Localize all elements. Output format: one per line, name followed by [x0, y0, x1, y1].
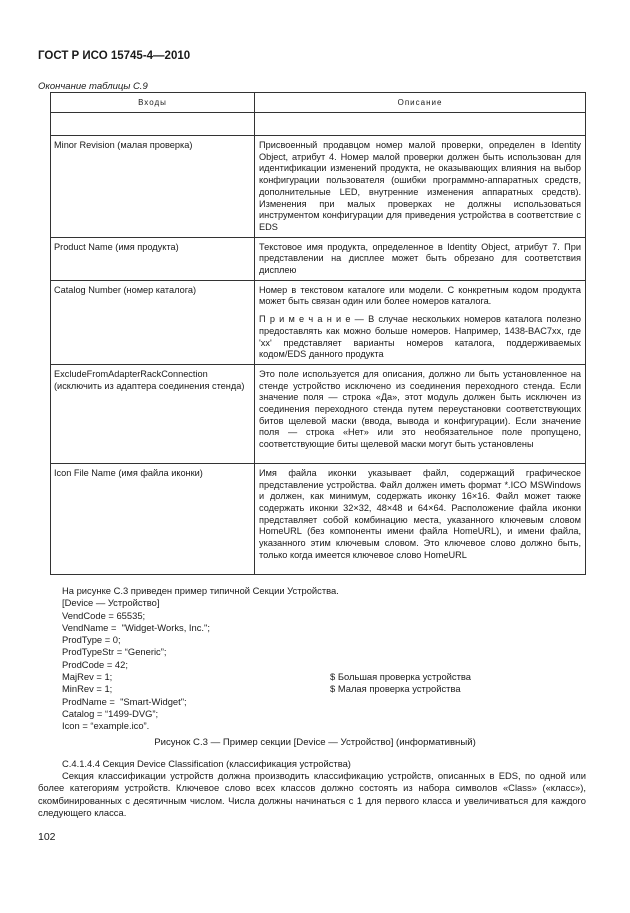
section-heading: С.4.1.4.4 Секция Device Classification (классификация устройства) — [62, 758, 351, 769]
input-name: Icon File Name (имя файла иконки) — [51, 463, 255, 574]
page-number: 102 — [38, 831, 56, 843]
table-row — [51, 280, 586, 364]
description-text: Имя файла иконки указывает файл, содержащий графическое представление устройства. Файл должен иметь формат *.ICO MSWindows и должен, как минимум, содержать иконку 16×16. Файл может также содержать иконки 32×32, 48×48 и 64×64. Расположение файла иконки представляет собой комбинацию места, указанного ключевым словом HomeURL (без компоненты имени файла HomeURL), и имени файла, указанного этим ключевым словом. Это ключевое слово должно быть, только когда имеется ключевое слово HomeURL — [259, 467, 581, 560]
body-paragraph: Секция классификации устройств должна производить классификацию устройств, описанных в EDS, по одной или более категориям устройств. Ключевое слово всех классов должно состоять из набора символов «Class» («класс»), скомбинированных с десятичным числом. Числа должны начинаться с 1 для первого класса и увеличиваться для каждого следующего класса. — [38, 770, 586, 818]
document-header: ГОСТ Р ИСО 15745-4—2010 — [38, 50, 191, 62]
table-caption: Окончание таблицы С.9 — [38, 81, 148, 92]
inputs-table — [50, 92, 586, 575]
device-section-example — [62, 585, 339, 733]
example-line: VendCode = 65535; — [62, 609, 146, 621]
example-line: ProdType = 0; — [62, 634, 121, 646]
table-row — [51, 364, 586, 463]
input-description — [255, 237, 586, 280]
input-name: Catalog Number (номер каталога) — [51, 280, 255, 364]
example-intro: На рисунке С.3 приведен пример типичной Секции Устройства. — [62, 585, 339, 596]
description-text: Присвоенный продавцом номер малой проверки, определен в Identity Object, атрибут 4. Номер малой проверки должен быть использован для идентификации изменений продукта, не оказывающих влияния на выбор конфигурации пользователя (ошибки программно-аппаратных средств, дополнительные LED, внутренние изменения аппаратных средств). Изменения при малых проверках не должны использоваться инструментом конфигурации для приведения устройства в соответствие с EDS — [259, 140, 581, 232]
example-line: Icon = “example.ico”. — [62, 720, 150, 732]
table-row — [51, 463, 586, 574]
example-line: ProdTypeStr = “Generic”; — [62, 646, 167, 658]
column-header-description: Описание — [255, 93, 586, 113]
example-line: ProdName = "Smart-Widget"; — [62, 695, 187, 707]
input-name: Product Name (имя продукта) — [51, 237, 255, 280]
input-description — [255, 364, 586, 463]
input-name: Minor Revision (малая проверка) — [51, 136, 255, 238]
table-row — [51, 136, 586, 238]
description-text: Номер в текстовом каталоге или модели. С конкретным кодом продукта может быть связан один или более номеров каталога. — [259, 284, 581, 307]
example-line: VendName = "Widget-Works, Inc."; — [62, 621, 210, 633]
input-name: ExcludeFromAdapterRackConnection (исключить из адаптера соединения стенда) — [51, 364, 255, 463]
example-line: Catalog = “1499-DVG”; — [62, 707, 159, 719]
example-line: MajRev = 1; — [62, 671, 113, 683]
minor-revision-comment: $ Малая проверка устройства — [330, 683, 461, 694]
table-row — [51, 237, 586, 280]
example-line: [Device — Устройство] — [62, 597, 160, 609]
column-header-inputs: Входы — [51, 93, 255, 113]
figure-caption: Рисунок С.3 — Пример секции [Device — Устройство] (информативный) — [154, 737, 476, 748]
input-description — [255, 280, 586, 364]
description-text: Это поле используется для описания, должно ли быть установленное на стенде устройство исключено из соединения переходного стенда. Если значение поля — строка «Да», этот модуль должен быть исключен из соединения переходного стенда путем переустановки соответствующих битов щелевой маски (ввода, вывода и конфигурации). Если значение поля — строка «Нет» или это необязательное поле пропущено, соответствующие биты щелевой маски могут быть установлены — [259, 368, 581, 450]
description-text: Текстовое имя продукта, определенное в Identity Object, атрибут 7. При представлении на дисплее может быть обрезано для соответствия дисплею — [259, 241, 581, 276]
description-note: П р и м е ч а н и е — В случае нескольких номеров каталога полезно предоставлять как можно больше номеров. Например, 1438-BAC7xx, где 'xx' представляет варианты номеров каталога, поддерживаемых кодом/EDS данного продукта — [259, 314, 581, 360]
major-revision-comment: $ Большая проверка устройства — [330, 671, 471, 682]
example-line: ProdCode = 42; — [62, 658, 128, 670]
example-line: MinRev = 1; — [62, 683, 113, 695]
input-description — [255, 136, 586, 238]
input-description — [255, 463, 586, 574]
